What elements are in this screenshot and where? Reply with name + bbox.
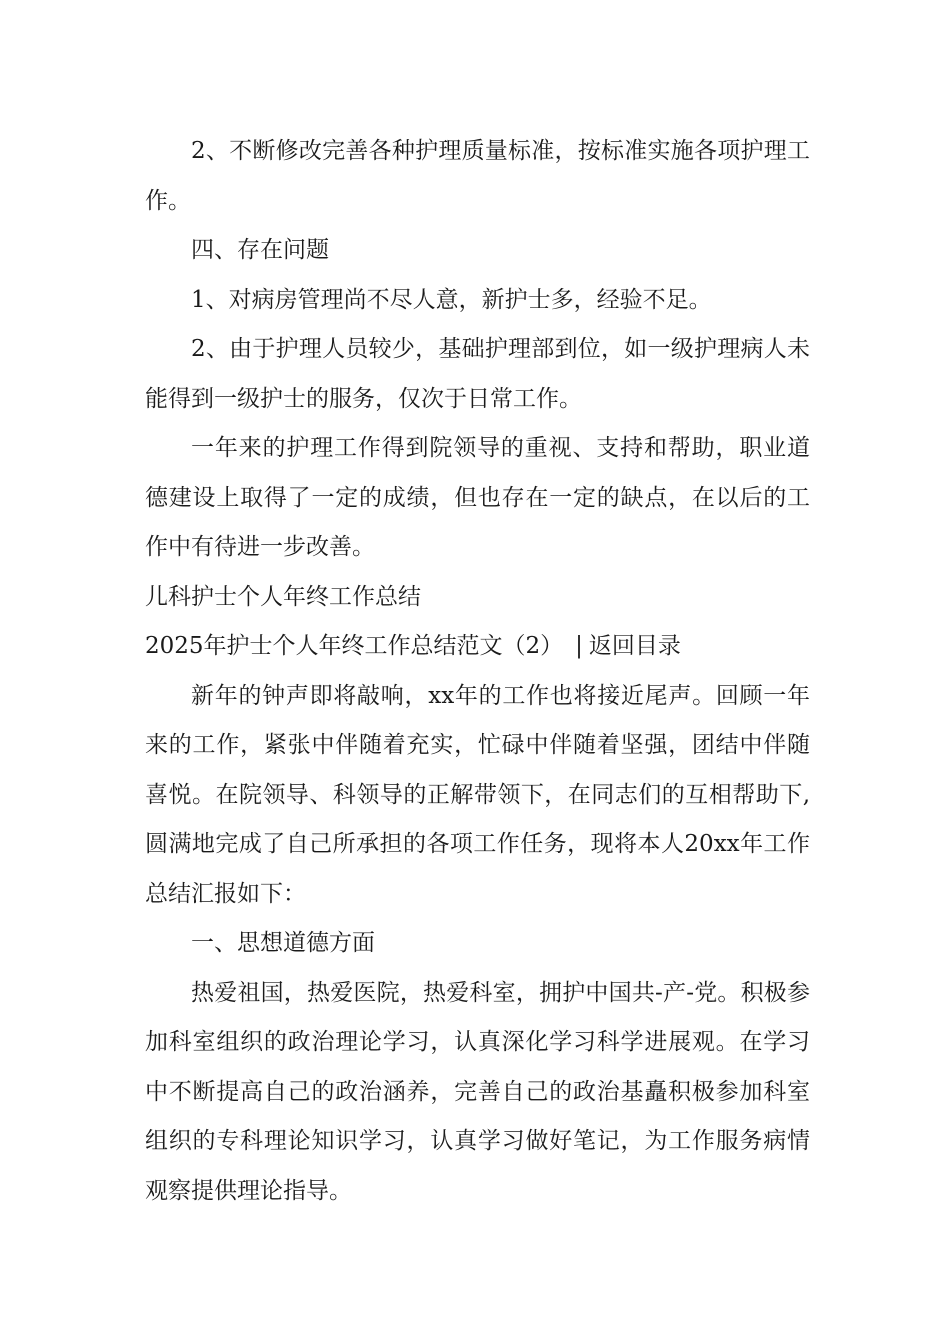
heading-ideology-morality: 一、思想道德方面 (191, 930, 375, 956)
link-separator: | (575, 633, 583, 659)
paragraph-year-summary: 一年来的护理工作得到院领导的重视、支持和帮助，职业道德建设上取得了一定的成绩，但也存在一定的缺点，在以后的工作中有待进一步改善。 (145, 435, 810, 560)
paragraph-ward-management: 1、对病房管理尚不尽人意，新护士多，经验不足。 (191, 286, 712, 313)
paragraph-staff-shortage: 2、由于护理人员较少，基础护理部到位，如一级护理病人未能得到一级护士的服务，仅次于日常工作。 (145, 336, 810, 412)
return-to-toc-link[interactable]: 返回目录 (588, 633, 681, 659)
paragraph-political-study: 热爱祖国，热爱医院，热爱科室，拥护中国共-产-党。积极参加科室组织的政治理论学习，认真深化学习科学进展观。在学习中不断提高自己的政治涵养，完善自己的政治基矗积极参加科室组织的专科理论知识学习，认真学习做好笔记，为工作服务病情观察提供理论指导。 (145, 979, 810, 1204)
subsection-heading (145, 622, 810, 672)
heading-existing-problems: 四、存在问题 (191, 237, 329, 263)
subsection-title: 2025年护士个人年终工作总结范文（2） (145, 633, 564, 659)
paragraph-new-year-intro: 新年的钟声即将敲响，xx年的工作也将接近尾声。回顾一年来的工作，紧张中伴随着充实，忙碌中伴随着坚强，团结中伴随喜悦。在院领导、科领导的正解带领下，在同志们的互相帮助下,圆满地完成了自己所承担的各项工作任务，现将本人20xx年工作总结汇报如下： (145, 682, 810, 907)
document-body (145, 127, 810, 1216)
section-title: 儿科护士个人年终工作总结 (145, 583, 421, 610)
paragraph-quality-standards: 2、不断修改完善各种护理质量标准，按标准实施各项护理工作。 (145, 138, 810, 214)
